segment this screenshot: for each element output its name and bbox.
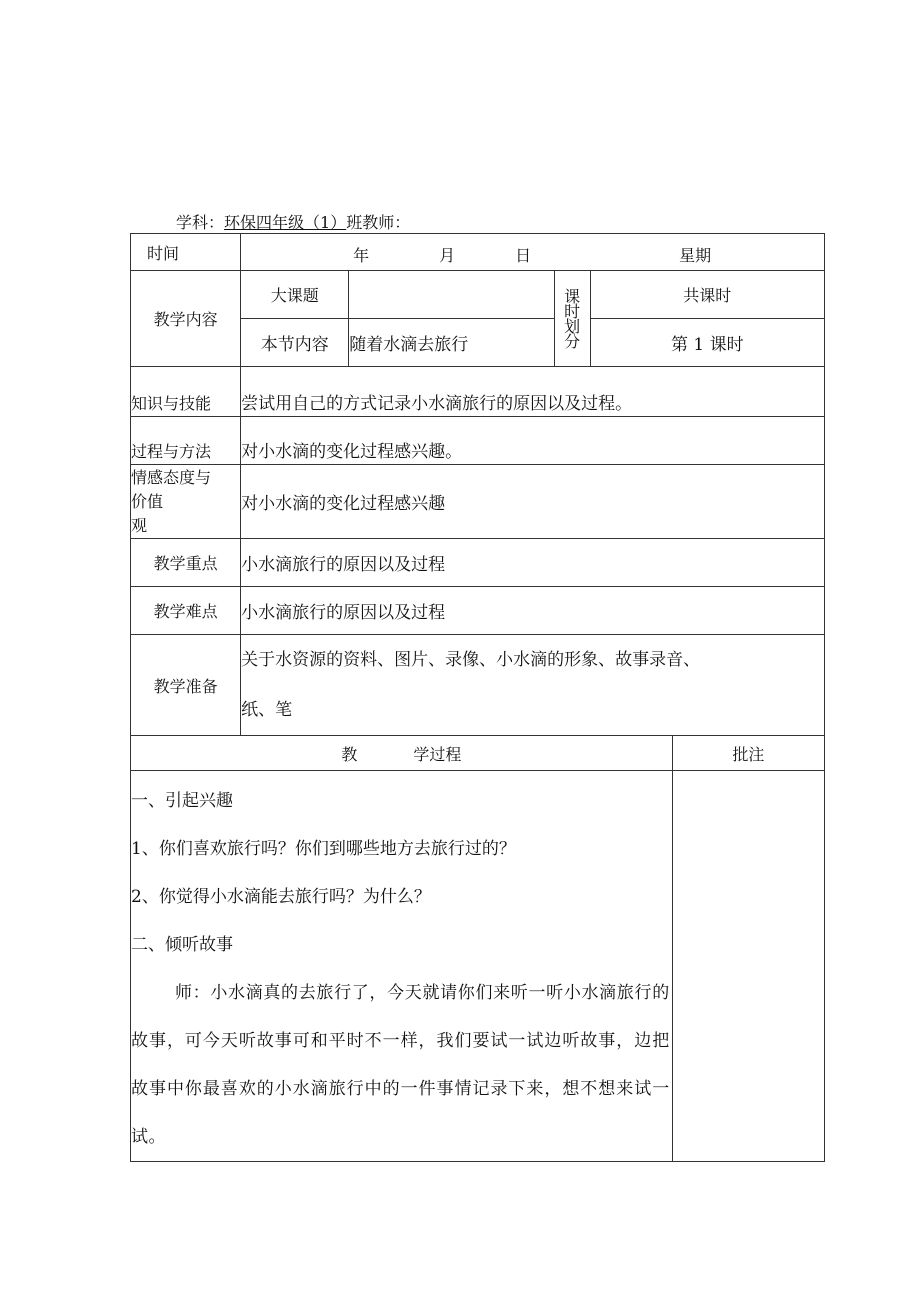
emotion-row — [131, 465, 825, 539]
difficulty-value: 小水滴旅行的原因以及过程 — [241, 587, 825, 635]
month-label: 月 — [439, 246, 456, 265]
header-teacher-label: 班教师： — [346, 213, 411, 232]
emotion-label: 情感态度与 价值 观 — [131, 465, 241, 539]
process-step: 二、倾听故事 — [131, 935, 233, 955]
key-point-label: 教学重点 — [131, 539, 241, 587]
process-body-row — [131, 771, 825, 1162]
difficulty-label: 教学难点 — [131, 587, 241, 635]
process-step: 一、引起兴趣 — [131, 791, 233, 811]
teaching-process-content — [131, 771, 673, 1162]
current-lesson: 第 1 课时 — [590, 319, 824, 367]
process-header-row — [131, 736, 825, 771]
preparation-value: 关于水资源的资料、图片、录像、小水滴的形象、故事录音、 纸、笔 — [241, 635, 825, 736]
weekday-label: 星期 — [679, 246, 712, 265]
key-point-row — [131, 539, 825, 587]
process-label: 过程与方法 — [131, 417, 241, 465]
emotion-value: 对小水滴的变化过程感兴趣 — [241, 465, 825, 539]
document-header — [176, 210, 410, 233]
process-value: 对小水滴的变化过程感兴趣。 — [241, 417, 825, 465]
big-topic-value — [349, 271, 554, 319]
schedule-label: 课 时 划 分 — [554, 271, 590, 367]
content-label: 教学内容 — [131, 271, 241, 367]
lesson-plan-table — [130, 233, 825, 1162]
process-method-row — [131, 417, 825, 465]
date-cell — [241, 234, 825, 271]
total-lessons: 共课时 — [590, 271, 824, 319]
time-label: 时间 — [131, 234, 241, 271]
notes-header: 批注 — [672, 736, 824, 771]
teaching-process-header: 教 学过程 — [131, 736, 673, 771]
knowledge-label: 知识与技能 — [131, 367, 241, 417]
section-label: 本节内容 — [241, 319, 349, 367]
header-prefix: 学科： — [176, 213, 225, 232]
header-subject: 环保四年级（1） — [224, 213, 347, 232]
knowledge-row — [131, 367, 825, 417]
process-step: 2、你觉得小水滴能去旅行吗？为什么？ — [131, 887, 431, 907]
big-topic-label: 大课题 — [241, 271, 349, 319]
difficulty-row — [131, 587, 825, 635]
teacher-story-paragraph: 师：小水滴真的去旅行了，今天就请你们来听一听小水滴旅行的故事，可今天听故事可和平时不一样，我们要试一试边听故事，边把故事中你最喜欢的小水滴旅行中的一件事情记录下来，想不想来试一试。 — [131, 983, 670, 1147]
preparation-label: 教学准备 — [131, 635, 241, 736]
date-row — [131, 234, 825, 271]
year-label: 年 — [353, 246, 370, 265]
key-point-value: 小水滴旅行的原因以及过程 — [241, 539, 825, 587]
process-step: 1、你们喜欢旅行吗？你们到哪些地方去旅行过的？ — [131, 839, 516, 859]
big-topic-row — [131, 271, 825, 319]
day-label: 日 — [515, 246, 532, 265]
preparation-row — [131, 635, 825, 736]
knowledge-value: 尝试用自己的方式记录小水滴旅行的原因以及过程。 — [241, 367, 825, 417]
notes-cell — [672, 771, 824, 1162]
section-value: 随着水滴去旅行 — [349, 319, 554, 367]
